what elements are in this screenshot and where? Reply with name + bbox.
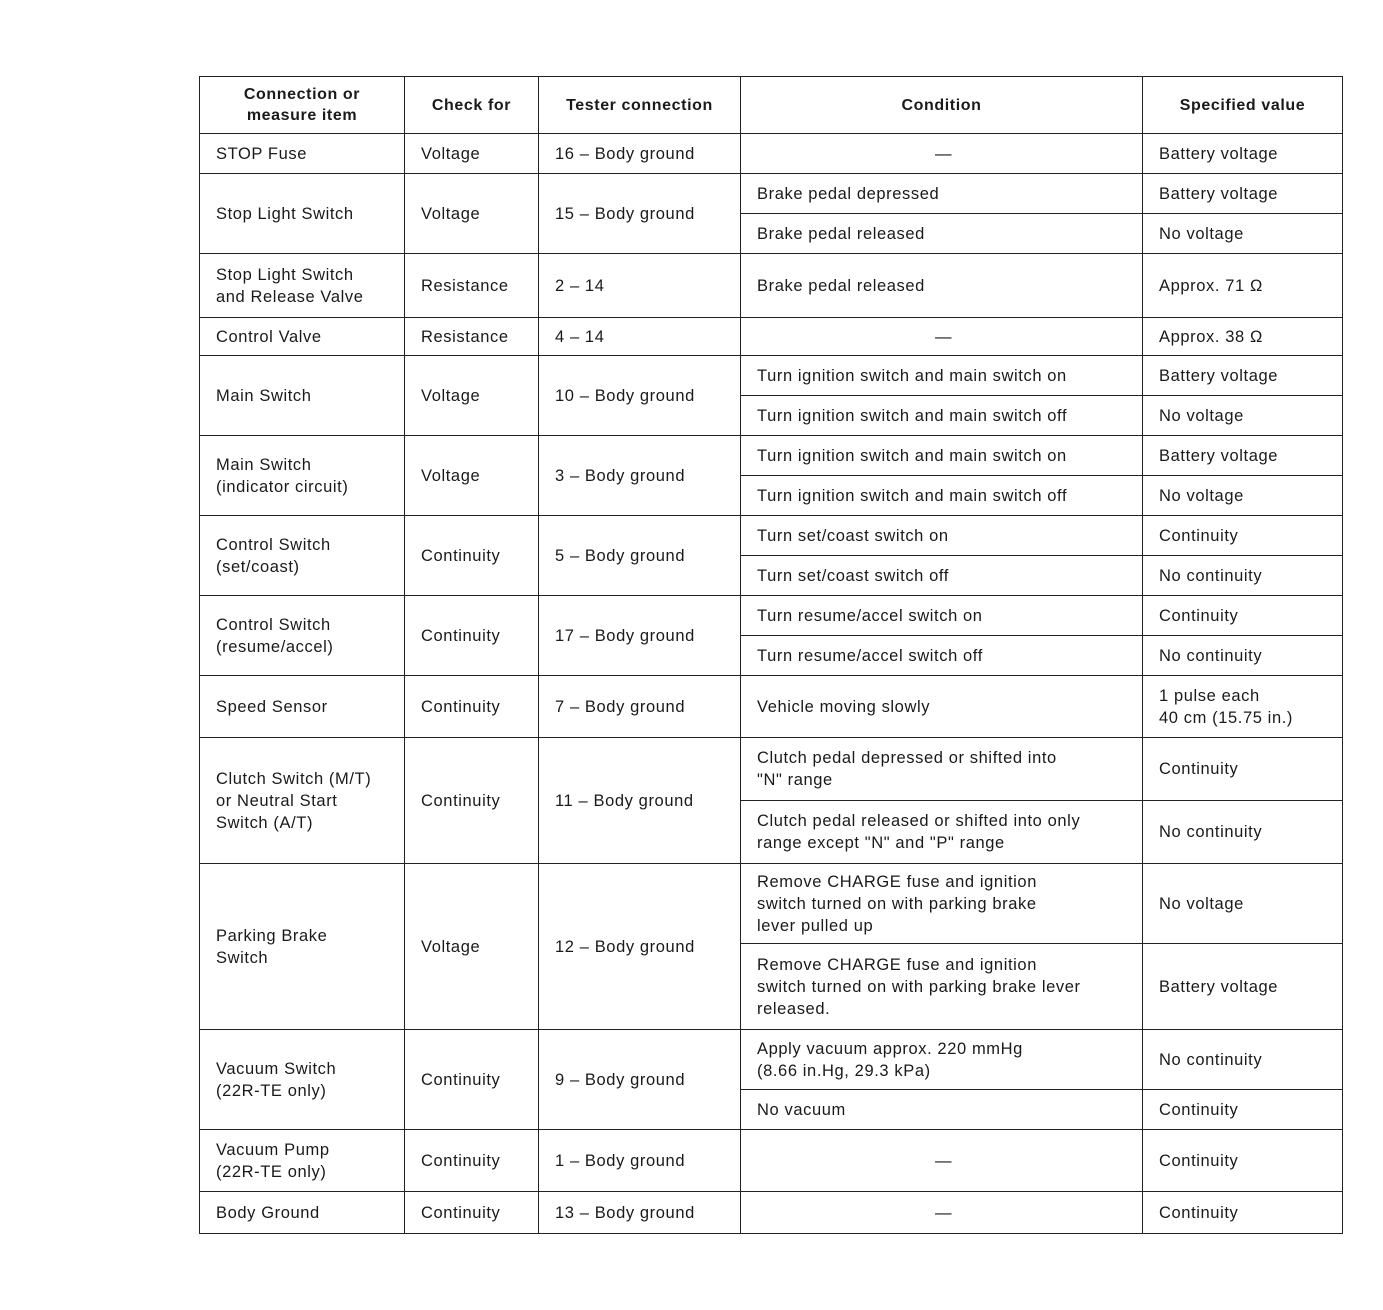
check-for-cell: Continuity [405, 1130, 539, 1192]
condition-text: — [934, 1151, 953, 1170]
header-specified: Specified value [1143, 77, 1343, 134]
condition-cell [741, 676, 1143, 738]
specified-value-cell: Approx. 71 Ω [1143, 254, 1343, 318]
specified-value-cell: No continuity [1143, 801, 1343, 864]
condition-cell [741, 1090, 1143, 1130]
specified-value-cell: Continuity [1143, 738, 1343, 801]
measure-item-cell: Main Switch (indicator circuit) [200, 436, 405, 516]
specified-value-cell: Approx. 38 Ω [1143, 318, 1343, 356]
condition-cell [741, 1130, 1143, 1192]
condition-cell [741, 516, 1143, 556]
condition-text: Brake pedal released [757, 276, 925, 295]
header-tester: Tester connection [539, 77, 741, 134]
condition-text: No vacuum [757, 1100, 846, 1119]
table-row [200, 318, 1343, 356]
specified-value-cell: Continuity [1143, 1090, 1343, 1130]
tester-connection-cell: 1 – Body ground [539, 1130, 741, 1192]
condition-text: Turn ignition switch and main switch on [757, 366, 1067, 385]
condition-text: — [934, 327, 953, 346]
table-row [200, 864, 1343, 944]
header-connection: Connection or measure item [200, 77, 405, 134]
measure-item-cell: Control Valve [200, 318, 405, 356]
condition-cell [741, 738, 1143, 801]
condition-text: — [934, 1203, 953, 1222]
condition-cell [741, 596, 1143, 636]
measure-item-cell: Control Switch (resume/accel) [200, 596, 405, 676]
tester-connection-cell: 13 – Body ground [539, 1192, 741, 1234]
tester-connection-cell: 3 – Body ground [539, 436, 741, 516]
condition-cell [741, 801, 1143, 864]
check-for-cell: Continuity [405, 1192, 539, 1234]
header-condition: Condition [741, 77, 1143, 134]
condition-cell [741, 174, 1143, 214]
check-for-cell: Continuity [405, 516, 539, 596]
check-for-cell: Voltage [405, 174, 539, 254]
condition-text: Remove CHARGE fuse and ignition switch turned on with parking brake lever pulled up [757, 872, 1037, 935]
specified-value-cell: No voltage [1143, 476, 1343, 516]
condition-cell [741, 254, 1143, 318]
condition-cell [741, 318, 1143, 356]
condition-text: Clutch pedal depressed or shifted into "N" range [757, 749, 1057, 789]
condition-text: Clutch pedal released or shifted into only range except "N" and "P" range [757, 812, 1081, 852]
tester-connection-cell: 17 – Body ground [539, 596, 741, 676]
measure-item-cell: Vacuum Pump (22R-TE only) [200, 1130, 405, 1192]
header-row [200, 77, 1343, 134]
condition-cell [741, 356, 1143, 396]
specified-value-cell: No continuity [1143, 1030, 1343, 1090]
check-for-cell: Continuity [405, 1030, 539, 1130]
check-for-cell: Resistance [405, 318, 539, 356]
condition-cell [741, 1192, 1143, 1234]
measure-item-cell: Stop Light Switch [200, 174, 405, 254]
condition-cell [741, 1030, 1143, 1090]
specified-value-cell: Continuity [1143, 516, 1343, 556]
table-row [200, 1130, 1343, 1192]
condition-text: Turn ignition switch and main switch off [757, 406, 1068, 425]
tester-connection-cell: 15 – Body ground [539, 174, 741, 254]
specified-value-cell: No continuity [1143, 556, 1343, 596]
table-body [200, 134, 1343, 1234]
tester-connection-cell: 4 – 14 [539, 318, 741, 356]
specified-value-cell: 1 pulse each 40 cm (15.75 in.) [1143, 676, 1343, 738]
specified-value-cell: No voltage [1143, 864, 1343, 944]
tester-connection-cell: 2 – 14 [539, 254, 741, 318]
condition-text: Turn set/coast switch off [757, 566, 949, 585]
condition-text: Turn resume/accel switch off [757, 646, 983, 665]
condition-text: Turn set/coast switch on [757, 526, 949, 545]
condition-cell [741, 476, 1143, 516]
header-check: Check for [405, 77, 539, 134]
condition-cell [741, 134, 1143, 174]
condition-cell [741, 556, 1143, 596]
check-for-cell: Continuity [405, 738, 539, 864]
measure-item-cell: Speed Sensor [200, 676, 405, 738]
tester-connection-cell: 12 – Body ground [539, 864, 741, 1030]
table-row [200, 174, 1343, 214]
tester-connection-cell: 9 – Body ground [539, 1030, 741, 1130]
check-for-cell: Voltage [405, 864, 539, 1030]
tester-connection-cell: 11 – Body ground [539, 738, 741, 864]
specified-value-cell: Battery voltage [1143, 356, 1343, 396]
table-row [200, 356, 1343, 396]
measure-item-cell: Body Ground [200, 1192, 405, 1234]
condition-text: Brake pedal released [757, 224, 925, 243]
specified-value-cell: Battery voltage [1143, 436, 1343, 476]
tester-connection-cell: 16 – Body ground [539, 134, 741, 174]
check-for-cell: Resistance [405, 254, 539, 318]
condition-text: Vehicle moving slowly [757, 697, 931, 716]
specified-value-cell: Battery voltage [1143, 944, 1343, 1030]
condition-text: Apply vacuum approx. 220 mmHg (8.66 in.Hg, 29.3 kPa) [757, 1039, 1023, 1080]
tester-connection-cell: 7 – Body ground [539, 676, 741, 738]
condition-text: Turn resume/accel switch on [757, 606, 983, 625]
condition-text: Turn ignition switch and main switch off [757, 486, 1068, 505]
table-row [200, 516, 1343, 556]
measure-item-cell: Control Switch (set/coast) [200, 516, 405, 596]
table-row [200, 134, 1343, 174]
condition-text: Brake pedal depressed [757, 184, 940, 203]
specified-value-cell: No continuity [1143, 636, 1343, 676]
specified-value-cell: No voltage [1143, 214, 1343, 254]
tester-connection-cell: 5 – Body ground [539, 516, 741, 596]
table-row [200, 1192, 1343, 1234]
condition-text: — [934, 144, 953, 163]
specification-table [199, 76, 1343, 1234]
condition-text: Remove CHARGE fuse and ignition switch turned on with parking brake lever released. [757, 955, 1081, 1018]
table-row [200, 738, 1343, 801]
specified-value-cell: No voltage [1143, 396, 1343, 436]
table-row [200, 1030, 1343, 1090]
specified-value-cell: Battery voltage [1143, 134, 1343, 174]
check-for-cell: Voltage [405, 436, 539, 516]
table-row [200, 596, 1343, 636]
measure-item-cell: Clutch Switch (M/T) or Neutral Start Switch (A/T) [200, 738, 405, 864]
condition-cell [741, 396, 1143, 436]
condition-cell [741, 944, 1143, 1030]
measure-item-cell: Parking Brake Switch [200, 864, 405, 1030]
table-row [200, 676, 1343, 738]
specified-value-cell: Continuity [1143, 596, 1343, 636]
specified-value-cell: Continuity [1143, 1192, 1343, 1234]
condition-cell [741, 636, 1143, 676]
condition-cell [741, 864, 1143, 944]
measure-item-cell: Stop Light Switch and Release Valve [200, 254, 405, 318]
check-for-cell: Continuity [405, 596, 539, 676]
check-for-cell: Voltage [405, 134, 539, 174]
condition-text: Turn ignition switch and main switch on [757, 446, 1067, 465]
check-for-cell: Continuity [405, 676, 539, 738]
table-row [200, 436, 1343, 476]
specified-value-cell: Continuity [1143, 1130, 1343, 1192]
measure-item-cell: STOP Fuse [200, 134, 405, 174]
condition-cell [741, 214, 1143, 254]
table-row [200, 254, 1343, 318]
measure-item-cell: Main Switch [200, 356, 405, 436]
check-for-cell: Voltage [405, 356, 539, 436]
tester-connection-cell: 10 – Body ground [539, 356, 741, 436]
condition-cell [741, 436, 1143, 476]
measure-item-cell: Vacuum Switch (22R-TE only) [200, 1030, 405, 1130]
specified-value-cell: Battery voltage [1143, 174, 1343, 214]
